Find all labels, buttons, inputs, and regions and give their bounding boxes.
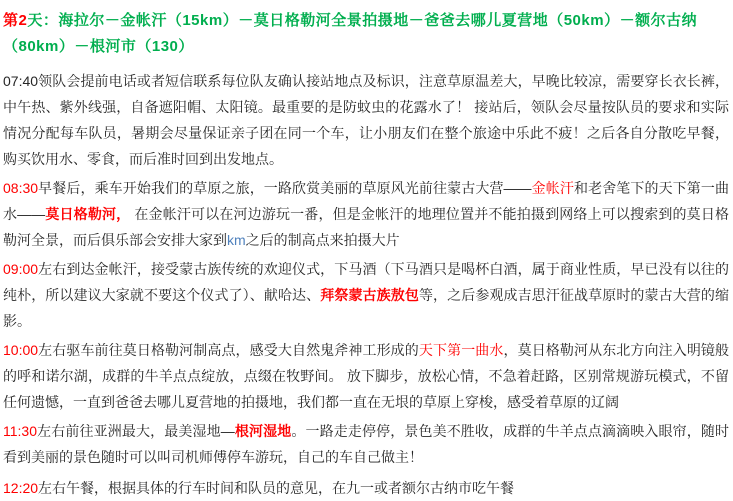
- para-3-segment-2: 天下第一曲水: [418, 342, 504, 358]
- para-4-segment-3: 。一路走走停停，景色美不胜收，成群的牛羊点点滴滴映入眼帘，随时看到美丽的景色随时可以叫司机师傅停车游玩，自己的车自己做主！: [3, 423, 730, 465]
- itinerary-paragraphs: [3, 68, 729, 501]
- para-1-segment-1: 早餐后，乘车开始我们的草原之旅，一路欣赏美丽的草原风光前往蒙古大营——: [38, 180, 532, 196]
- para-2-segment-3: 等，之后参观成吉思汗征战草原时的蒙古大营的缩影。: [3, 287, 730, 329]
- para-4-segment-2: 根河湿地: [234, 423, 292, 439]
- itinerary-paragraph-0900: [3, 256, 729, 334]
- para-5-segment-1: 左右午餐，根据具体的行车时间和队员的意见，在九一或者额尔古纳市吃午餐: [38, 480, 515, 496]
- itinerary-paragraph-1130: [3, 418, 729, 470]
- para-1-segment-0: 08:30: [3, 180, 39, 196]
- para-4-segment-1: 左右前往亚洲最大，最美湿地—: [37, 423, 235, 439]
- itinerary-paragraph-0740: [3, 68, 729, 172]
- para-3-segment-1: 左右驱车前往莫日格勒河制高点，感受大自然鬼斧神工形成的: [38, 342, 419, 358]
- para-4-segment-0: 11:30: [3, 423, 37, 439]
- para-1-segment-5: 在金帐汗可以在河边游玩一番，但是金帐汗的地理位置并不能拍摄到网络上可以搜索到的莫日格勒河全景，而后俱乐部会安排大家到: [3, 206, 730, 248]
- title-segment-1: 天：海拉尔－金帐汗（15km）－莫日格勒河全景拍摄地－爸爸去哪儿夏营地（50km）－额尔古纳（80km）－根河市（130）: [3, 12, 698, 55]
- para-1-segment-4: 莫日格勒河，: [45, 206, 131, 222]
- para-2-segment-1: 左右到达金帐汗，接受蒙古族传统的欢迎仪式，下马酒（下马酒只是喝杯白酒，属于商业性质，早已没有以往的纯朴，所以建议大家就不要这个仪式了）、献哈达、: [3, 261, 729, 303]
- para-2-segment-0: 09:00: [3, 261, 39, 277]
- title-segment-0: 第2: [3, 12, 28, 29]
- para-3-segment-3: ，莫日格勒河从东北方向注入明镜般的呼和诺尔湖，成群的牛羊点点绽放，点缀在牧野间。 放下脚步，放松心情，不急着赶路，区别常规游玩模式，不留任何遗憾，一直到爸爸去哪儿夏营地的拍摄地，我们都一直在无垠的草原上穿梭，感受着草原的辽阔: [3, 342, 730, 410]
- para-1-segment-6: km: [227, 232, 246, 248]
- itinerary-paragraph-1220: [3, 475, 729, 501]
- para-1-segment-3: 和老舍笔下的天下第一曲水——: [3, 180, 730, 222]
- itinerary-paragraph-1000: [3, 337, 729, 415]
- para-1-segment-2: 金帐汗: [531, 180, 574, 196]
- para-5-segment-0: 12:20: [3, 480, 39, 496]
- para-0-segment-0: 07:40: [3, 73, 39, 89]
- para-3-segment-0: 10:00: [3, 342, 39, 358]
- day2-title: [3, 8, 729, 60]
- para-1-segment-7: 之后的制高点来拍摄大片: [245, 232, 400, 248]
- para-0-segment-1: 领队会提前电话或者短信联系每位队友确认接站地点及标识，注意草原温差大，早晚比较凉，需要穿长衣长裤，中午热、紫外线强，自备遮阳帽、太阳镜。最重要的是防蚊虫的花露水了！ 接站后，领队会尽量按队员的要求和实际情况分配每车队员，暑期会尽量保证亲子团在同一个车，让小朋友们在整个旅途中乐此不疲！之后各自分散吃早餐，购买饮用水、零食，而后准时回到出发地点。: [3, 73, 729, 167]
- para-2-segment-2: 拜祭蒙古族敖包: [320, 287, 419, 303]
- itinerary-paragraph-0830: [3, 175, 729, 253]
